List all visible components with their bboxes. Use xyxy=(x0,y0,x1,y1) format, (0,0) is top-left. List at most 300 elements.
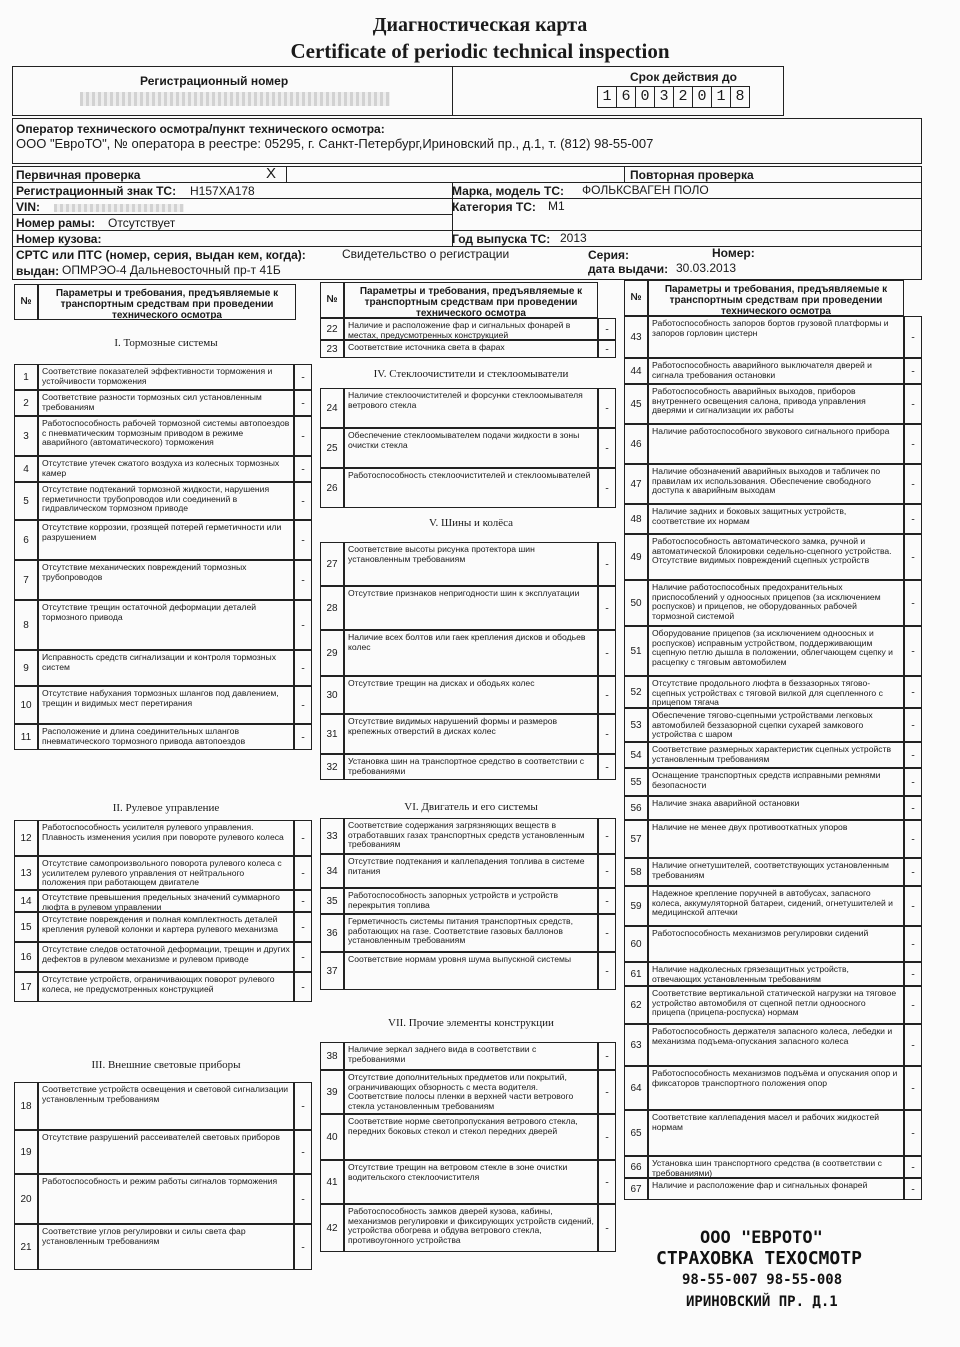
row-number: 2 xyxy=(14,390,38,416)
row-requirement: Наличие всех болтов или гаек крепления дисков и ободьев колес xyxy=(344,630,598,676)
row-result-mark: - xyxy=(904,796,922,820)
checklist-row xyxy=(320,1070,616,1114)
issue-date-label: дата выдачи: xyxy=(588,262,669,276)
section-heading: VII. Прочие элементы конструкции xyxy=(388,1017,554,1029)
row-requirement: Работоспособность рабочей тормозной системы автопоездов с пневматическим тормозным приводом в режиме аварийного (автоматического) торможения xyxy=(38,416,294,456)
row-number: 12 xyxy=(14,820,38,856)
checklist-row xyxy=(624,796,922,820)
row-number: 23 xyxy=(320,340,344,358)
row-result-mark: - xyxy=(904,316,922,358)
row-requirement: Соответствие содержания загрязняющих веществ в отработавших газах транспортных средств установленным требованиям xyxy=(344,818,598,854)
checklist-row xyxy=(624,1066,922,1110)
checklist-row xyxy=(320,854,616,888)
row-result-mark: - xyxy=(904,926,922,962)
checklist-row xyxy=(624,534,922,580)
row-requirement: Работоспособность механизмов подъёма и опускания опор и фиксаторов транспортного положения опор xyxy=(648,1066,904,1110)
row-requirement: Соответствие нормам уровня шума выпускной системы xyxy=(344,952,598,990)
row-requirement: Наличие и расположение фар и сигнальных фонарей xyxy=(648,1178,904,1200)
title-ru: Диагностическая карта xyxy=(372,14,588,36)
row-number: 39 xyxy=(320,1070,344,1114)
row-requirement: Наличие надколесных грязезащитных устройств, отвечающих установленным требованиям xyxy=(648,962,904,986)
checklist-row xyxy=(320,468,616,508)
row-number: 65 xyxy=(624,1110,648,1156)
row-result-mark: - xyxy=(904,768,922,796)
row-number: 21 xyxy=(14,1224,38,1270)
row-result-mark: - xyxy=(598,1160,616,1204)
row-requirement: Работоспособность держателя запасного колеса, лебедки и механизма подъема-опускания запасного колеса xyxy=(648,1024,904,1066)
checklist-row xyxy=(14,482,312,520)
checklist-row xyxy=(14,724,312,750)
row-number: 46 xyxy=(624,424,648,464)
row-result-mark: - xyxy=(598,914,616,952)
row-result-mark: - xyxy=(904,1066,922,1110)
checklist-row xyxy=(320,914,616,952)
reg-sign-value: Н157ХА178 xyxy=(190,184,255,198)
row-requirement: Работоспособность усилителя рулевого управления. Плавность изменения усилия при повороте рулевого колеса xyxy=(38,820,294,856)
category-value: M1 xyxy=(548,199,565,213)
row-result-mark: - xyxy=(904,504,922,534)
row-result-mark: - xyxy=(294,686,312,724)
reg-sign-label: Регистрационный знак ТС: xyxy=(16,184,177,198)
row-number: 4 xyxy=(14,456,38,482)
issue-date-value: 30.03.2013 xyxy=(676,261,737,275)
checklist-row xyxy=(320,818,616,854)
row-result-mark: - xyxy=(294,600,312,650)
row-number: 64 xyxy=(624,1066,648,1110)
row-result-mark: - xyxy=(904,986,922,1024)
row-result-mark: - xyxy=(598,714,616,754)
row-requirement: Отсутствие признаков непригодности шин к эксплуатации xyxy=(344,586,598,630)
checklist-row xyxy=(320,428,616,468)
row-result-mark: - xyxy=(904,1178,922,1200)
row-result-mark: - xyxy=(598,818,616,854)
row-requirement: Наличие не менее двух противооткатных упоров xyxy=(648,820,904,858)
row-result-mark: - xyxy=(294,856,312,890)
row-requirement: Работоспособность стеклоочистителей и стеклоомывателей xyxy=(344,468,598,508)
row-requirement: Обеспечение тягово-сцепными устройствами легковых автомобилей беззазорной сцепки сухарей замкового устройства с шаром xyxy=(648,708,904,742)
row-requirement: Отсутствие утечек сжатого воздуха из колесных тормозных камер xyxy=(38,456,294,482)
row-result-mark: - xyxy=(904,1110,922,1156)
row-result-mark: - xyxy=(598,1204,616,1252)
row-result-mark: - xyxy=(294,1224,312,1270)
row-result-mark: - xyxy=(598,468,616,508)
checklist-row xyxy=(14,820,312,856)
row-number: 9 xyxy=(14,650,38,686)
row-requirement: Соответствие показателей эффективности торможения и устойчивости торможения xyxy=(38,364,294,390)
section-heading: I. Тормозные системы xyxy=(114,337,218,349)
row-number: 5 xyxy=(14,482,38,520)
repeat-check-label: Повторная проверка xyxy=(630,168,754,182)
valid-until-digits xyxy=(598,86,750,108)
checklist-row xyxy=(624,504,922,534)
section-heading: IV. Стеклоочистители и стеклоомыватели xyxy=(373,368,569,380)
row-number: 61 xyxy=(624,962,648,986)
srts-label: СРТС или ПТС (номер, серия, выдан кем, когда): xyxy=(16,248,306,262)
row-result-mark: - xyxy=(294,972,312,1002)
row-number: 48 xyxy=(624,504,648,534)
checklist-row xyxy=(14,1082,312,1130)
row-result-mark: - xyxy=(598,676,616,714)
row-result-mark: - xyxy=(598,1114,616,1160)
checklist-row xyxy=(624,1156,922,1178)
row-number: 28 xyxy=(320,586,344,630)
row-number: 47 xyxy=(624,464,648,504)
checklist-row xyxy=(320,714,616,754)
stamp-line2: СТРАХОВКА ТЕХОСМОТР xyxy=(656,1248,862,1269)
number-label: Номер: xyxy=(712,246,755,260)
row-number: 26 xyxy=(320,468,344,508)
row-number: 59 xyxy=(624,886,648,926)
row-number: 43 xyxy=(624,316,648,358)
checklist-row xyxy=(624,1178,922,1200)
row-number: 42 xyxy=(320,1204,344,1252)
row-requirement: Работоспособность и режим работы сигналов торможения xyxy=(38,1174,294,1224)
reg-number-label: Регистрационный номер xyxy=(140,74,289,88)
row-number: 52 xyxy=(624,676,648,708)
checklist-row xyxy=(14,1130,312,1174)
row-number: 13 xyxy=(14,856,38,890)
valid-digit: 2 xyxy=(673,86,693,108)
row-number: 25 xyxy=(320,428,344,468)
checklist-row xyxy=(14,560,312,600)
valid-digit: 1 xyxy=(711,86,731,108)
row-result-mark: - xyxy=(294,942,312,972)
year-value: 2013 xyxy=(560,231,587,245)
valid-digit: 6 xyxy=(616,86,636,108)
row-requirement: Герметичность системы питания транспортных средств, работающих на газе. Соответствие газовых баллонов установленным требованиям xyxy=(344,914,598,952)
row-requirement: Отсутствие механических повреждений тормозных трубопроводов xyxy=(38,560,294,600)
frame-label: Номер рамы: xyxy=(16,216,96,230)
row-result-mark: - xyxy=(598,340,616,358)
row-requirement: Оборудование прицепов (за исключением одноосных и роспусков) исправным устройством, поддерживающим сцепную петлю дышла в положении, облегчающем сцепку и расцепку с тяговым автомобилем xyxy=(648,626,904,676)
make-label: Марка, модель ТС: xyxy=(452,184,565,198)
row-number: 14 xyxy=(14,890,38,912)
row-requirement: Отсутствие видимых нарушений формы и размеров крепежных отверстий в дисках колес xyxy=(344,714,598,754)
checklist-row xyxy=(624,858,922,886)
row-number: 16 xyxy=(14,942,38,972)
row-number: 3 xyxy=(14,416,38,456)
valid-digit: 0 xyxy=(635,86,655,108)
row-result-mark: - xyxy=(294,1082,312,1130)
row-number: 56 xyxy=(624,796,648,820)
category-label: Категория ТС: xyxy=(452,200,536,214)
checklist-row xyxy=(320,1042,616,1070)
col2-header-no: № xyxy=(320,282,344,318)
row-number: 66 xyxy=(624,1156,648,1178)
checklist-row xyxy=(624,986,922,1024)
row-requirement: Работоспособность запорных устройств и устройств перекрытия топлива xyxy=(344,888,598,914)
row-result-mark: - xyxy=(294,650,312,686)
checklist-row xyxy=(320,318,616,340)
row-result-mark: - xyxy=(904,742,922,768)
checklist-row xyxy=(624,768,922,796)
checklist-row xyxy=(624,580,922,626)
row-number: 24 xyxy=(320,388,344,428)
row-requirement: Соответствие вертикальной статической нагрузки на тяговое устройство автомобиля от сцепной петли одноосного прицепа (прицепа-роспуска) нормам xyxy=(648,986,904,1024)
row-result-mark: - xyxy=(904,1024,922,1066)
row-result-mark: - xyxy=(598,888,616,914)
checklist-row xyxy=(624,1024,922,1066)
row-result-mark: - xyxy=(904,1156,922,1178)
row-number: 34 xyxy=(320,854,344,888)
row-number: 15 xyxy=(14,912,38,942)
row-requirement: Работоспособность запоров бортов грузовой платформы и запоров горловин цистерн xyxy=(648,316,904,358)
row-requirement: Соответствие высоты рисунка протектора шин установленным требованиям xyxy=(344,542,598,586)
stamp-line3: 98-55-007 98-55-008 xyxy=(682,1272,843,1288)
row-number: 45 xyxy=(624,384,648,424)
row-result-mark: - xyxy=(294,416,312,456)
checklist-row xyxy=(320,388,616,428)
valid-until-label: Срок действия до xyxy=(630,70,737,84)
section-heading: V. Шины и колёса xyxy=(428,517,514,529)
row-requirement: Отсутствие набухания тормозных шлангов под давлением, трещин и видимых мест перетирания xyxy=(38,686,294,724)
row-requirement: Наличие работоспособных предохранительных приспособлений у одноосных прицепов (за исключением роспусков) и прицепов, не оборудованных рабочей тормозной системой xyxy=(648,580,904,626)
row-result-mark: - xyxy=(294,1174,312,1224)
row-requirement: Соответствие углов регулировки и силы света фар установленным требованиям xyxy=(38,1224,294,1270)
checklist-row xyxy=(624,926,922,962)
row-result-mark: - xyxy=(294,364,312,390)
checklist-row xyxy=(14,390,312,416)
row-number: 32 xyxy=(320,754,344,780)
row-requirement: Наличие знака аварийной остановки xyxy=(648,796,904,820)
row-requirement: Отсутствие трещин остаточной деформации деталей тормозного привода xyxy=(38,600,294,650)
row-number: 33 xyxy=(320,818,344,854)
row-number: 20 xyxy=(14,1174,38,1224)
row-number: 62 xyxy=(624,986,648,1024)
row-number: 40 xyxy=(320,1114,344,1160)
primary-check-label: Первичная проверка xyxy=(16,168,141,182)
row-requirement: Установка шин на транспортное средство в соответствии с требованиями xyxy=(344,754,598,780)
row-result-mark: - xyxy=(598,586,616,630)
row-number: 37 xyxy=(320,952,344,990)
issued-value: ОПМРЭО-4 Дальневосточный пр-т 41Б xyxy=(62,263,281,277)
row-result-mark: - xyxy=(904,534,922,580)
checklist-row xyxy=(320,542,616,586)
row-number: 55 xyxy=(624,768,648,796)
vin-redacted xyxy=(54,204,184,212)
row-result-mark: - xyxy=(294,390,312,416)
col3-header-params: Параметры и требования, предъявляемые к транспортным средствам при проведении технического осмотра xyxy=(648,280,904,316)
row-number: 49 xyxy=(624,534,648,580)
row-requirement: Соответствие размерных характеристик сцепных устройств установленным требованиям xyxy=(648,742,904,768)
make-value: ФОЛЬКСВАГЕН ПОЛО xyxy=(582,183,709,197)
checklist-row xyxy=(14,912,312,942)
checklist-row xyxy=(624,384,922,424)
row-requirement: Надежное крепление поручней в автобусах, запасного колеса, аккумуляторной батареи, сидений, огнетушителей и медицинской аптечки xyxy=(648,886,904,926)
row-number: 50 xyxy=(624,580,648,626)
col1-header-params: Параметры и требования, предъявляемые к транспортным средствам при проведении технического осмотра xyxy=(38,284,296,320)
row-number: 10 xyxy=(14,686,38,724)
row-result-mark: - xyxy=(598,428,616,468)
row-requirement: Отсутствие разрушений рассеивателей световых приборов xyxy=(38,1130,294,1174)
checklist-row xyxy=(320,754,616,780)
checklist-row xyxy=(14,364,312,390)
row-result-mark: - xyxy=(904,424,922,464)
body-label: Номер кузова: xyxy=(16,232,102,246)
checklist-row xyxy=(14,686,312,724)
row-number: 8 xyxy=(14,600,38,650)
row-number: 53 xyxy=(624,708,648,742)
section-heading: VI. Двигатель и его системы xyxy=(404,801,538,813)
row-requirement: Наличие зеркал заднего вида в соответствии с требованиями xyxy=(344,1042,598,1070)
row-result-mark: - xyxy=(598,318,616,340)
row-requirement: Наличие стеклоочистителей и форсунки стеклоомывателя ветрового стекла xyxy=(344,388,598,428)
row-requirement: Отсутствие трещин на ветровом стекле в зоне очистки водительского стеклоочистителя xyxy=(344,1160,598,1204)
primary-check-mark: X xyxy=(266,165,277,182)
checklist-row xyxy=(624,886,922,926)
row-requirement: Работоспособность замков дверей кузова, кабины, механизмов регулировки и фиксирующих устройств сидений, устройства обогрева и обдува ветрового стекла, противоугонного устройства xyxy=(344,1204,598,1252)
vin-label: VIN: xyxy=(16,200,40,214)
row-requirement: Отсутствие подтекания и каплепадения топлива в системе питания xyxy=(344,854,598,888)
row-requirement: Соответствие источника света в фарах xyxy=(344,340,598,358)
row-result-mark: - xyxy=(294,482,312,520)
col2-header-params: Параметры и требования, предъявляемые к транспортным средствам при проведении технического осмотра xyxy=(344,282,598,318)
row-result-mark: - xyxy=(904,886,922,926)
series-label: Серия: xyxy=(588,248,630,262)
row-result-mark: - xyxy=(904,464,922,504)
row-number: 22 xyxy=(320,318,344,340)
row-result-mark: - xyxy=(904,580,922,626)
checklist-row xyxy=(624,676,922,708)
checklist-row xyxy=(624,464,922,504)
operator-value: ООО "ЕвроТО", № оператора в реестре: 05295, г. Санкт-Петербург,Ириновский пр., д.1, т. (812) 98-55-007 xyxy=(16,136,654,151)
checklist-row xyxy=(14,856,312,890)
row-requirement: Отсутствие устройств, ограничивающих поворот рулевого колеса, не предусмотренных конструкцией xyxy=(38,972,294,1002)
checklist-row xyxy=(624,708,922,742)
row-result-mark: - xyxy=(904,962,922,986)
checklist-row xyxy=(14,942,312,972)
row-result-mark: - xyxy=(904,708,922,742)
row-result-mark: - xyxy=(294,912,312,942)
row-requirement: Оснащение транспортных средств исправными ремнями безопасности xyxy=(648,768,904,796)
checklist-row xyxy=(320,888,616,914)
checklist-row xyxy=(320,952,616,990)
row-number: 36 xyxy=(320,914,344,952)
row-requirement: Наличие огнетушителей, соответствующих установленным требованиям xyxy=(648,858,904,886)
col1-header-no: № xyxy=(14,284,38,320)
row-number: 63 xyxy=(624,1024,648,1066)
row-result-mark: - xyxy=(598,388,616,428)
row-requirement: Работоспособность аварийных выходов, приборов внутреннего освещения салона, привода управления дверями и сигнализации их работы xyxy=(648,384,904,424)
row-result-mark: - xyxy=(294,820,312,856)
row-requirement: Отсутствие подтеканий тормозной жидкости, нарушения герметичности трубопроводов или соединений в гидравлическом тормозном приводе xyxy=(38,482,294,520)
row-requirement: Соответствие устройств освещения и световой сигнализации установленным требованиям xyxy=(38,1082,294,1130)
row-result-mark: - xyxy=(294,456,312,482)
checklist-row xyxy=(624,358,922,384)
row-requirement: Исправность средств сигнализации и контроля тормозных систем xyxy=(38,650,294,686)
row-requirement: Отсутствие самопроизвольного поворота рулевого колеса с усилителем рулевого управления от нейтрального положения при работающем двигателе xyxy=(38,856,294,890)
valid-digit: 1 xyxy=(597,86,617,108)
row-number: 17 xyxy=(14,972,38,1002)
checklist-row xyxy=(624,962,922,986)
col3-header-no: № xyxy=(624,280,648,316)
checklist-row xyxy=(320,586,616,630)
row-result-mark: - xyxy=(294,724,312,750)
checklist-row xyxy=(320,676,616,714)
row-result-mark: - xyxy=(598,542,616,586)
row-number: 31 xyxy=(320,714,344,754)
row-requirement: Соответствие каплепадения масел и рабочих жидкостей нормам xyxy=(648,1110,904,1156)
row-number: 6 xyxy=(14,520,38,560)
row-result-mark: - xyxy=(904,676,922,708)
row-number: 29 xyxy=(320,630,344,676)
checklist-row xyxy=(624,820,922,858)
row-number: 11 xyxy=(14,724,38,750)
row-result-mark: - xyxy=(598,854,616,888)
row-result-mark: - xyxy=(598,630,616,676)
row-requirement: Наличие работоспособного звукового сигнального прибора xyxy=(648,424,904,464)
checklist-row xyxy=(14,416,312,456)
row-requirement: Отсутствие коррозии, грозящей потерей герметичности или разрушением xyxy=(38,520,294,560)
row-result-mark: - xyxy=(294,890,312,912)
row-number: 44 xyxy=(624,358,648,384)
reg-number-redacted xyxy=(80,92,390,106)
year-label: Год выпуска ТС: xyxy=(452,232,551,246)
checklist-row xyxy=(624,316,922,358)
row-requirement: Отсутствие дополнительных предметов или покрытий, ограничивающих обзорность с места водителя. Соответствие полосы пленки в верхней части ветрового стекла установленным требованиям xyxy=(344,1070,598,1114)
row-requirement: Отсутствие повреждения и полная комплектность деталей крепления рулевой колонки и картера рулевого механизма xyxy=(38,912,294,942)
checklist-row xyxy=(14,972,312,1002)
checklist-row xyxy=(624,626,922,676)
row-number: 7 xyxy=(14,560,38,600)
row-result-mark: - xyxy=(598,754,616,780)
row-number: 67 xyxy=(624,1178,648,1200)
checklist-row xyxy=(320,1204,616,1252)
checklist-row xyxy=(14,650,312,686)
row-result-mark: - xyxy=(598,1042,616,1070)
checklist-row xyxy=(14,600,312,650)
row-number: 51 xyxy=(624,626,648,676)
row-requirement: Работоспособность аварийного выключателя дверей и сигнала требования остановки xyxy=(648,358,904,384)
row-requirement: Соответствие разности тормозных сил установленным требованиям xyxy=(38,390,294,416)
row-result-mark: - xyxy=(598,952,616,990)
title-en: Certificate of periodic technical inspection xyxy=(290,39,670,63)
valid-digit: 0 xyxy=(692,86,712,108)
row-number: 35 xyxy=(320,888,344,914)
row-number: 60 xyxy=(624,926,648,962)
row-requirement: Отсутствие продольного люфта в беззазорных тягово-сцепных устройствах с тяговой вилкой для сцепленного с прицепом тягача xyxy=(648,676,904,708)
row-result-mark: - xyxy=(294,520,312,560)
checklist-row xyxy=(624,1110,922,1156)
row-result-mark: - xyxy=(904,358,922,384)
section-heading: II. Рулевое управление xyxy=(112,802,220,814)
row-number: 1 xyxy=(14,364,38,390)
row-result-mark: - xyxy=(294,560,312,600)
row-result-mark: - xyxy=(904,858,922,886)
row-result-mark: - xyxy=(598,1070,616,1114)
row-requirement: Работоспособность автоматического замка, ручной и автоматической блокировки седельно-сцепного устройства. Отсутствие видимых повреждений сцепных устройств xyxy=(648,534,904,580)
row-requirement: Установка шин транспортного средства (в соответствии с требованиями) xyxy=(648,1156,904,1178)
row-number: 54 xyxy=(624,742,648,768)
row-requirement: Соответствие норме светопропускания ветрового стекла, передних боковых стекол и стекол передних дверей xyxy=(344,1114,598,1160)
row-result-mark: - xyxy=(904,626,922,676)
row-number: 18 xyxy=(14,1082,38,1130)
row-requirement: Обеспечение стеклоомывателем подачи жидкости в зоны очистки стекла xyxy=(344,428,598,468)
stamp-line1: ООО "ЕВРОТО" xyxy=(700,1228,823,1248)
row-number: 27 xyxy=(320,542,344,586)
checklist-row xyxy=(320,1114,616,1160)
row-number: 30 xyxy=(320,676,344,714)
row-requirement: Работоспособность механизмов регулировки сидений xyxy=(648,926,904,962)
row-requirement: Отсутствие превышения предельных значений суммарного люфта в рулевом управлении xyxy=(38,890,294,912)
srts-value: Свидетельство о регистрации xyxy=(342,247,510,261)
checklist-row xyxy=(320,340,616,358)
stamp-line4: ИРИНОВСКИЙ ПР. Д.1 xyxy=(686,1294,838,1310)
valid-digit: 3 xyxy=(654,86,674,108)
row-result-mark: - xyxy=(904,820,922,858)
checklist-row xyxy=(624,742,922,768)
checklist-row xyxy=(624,424,922,464)
